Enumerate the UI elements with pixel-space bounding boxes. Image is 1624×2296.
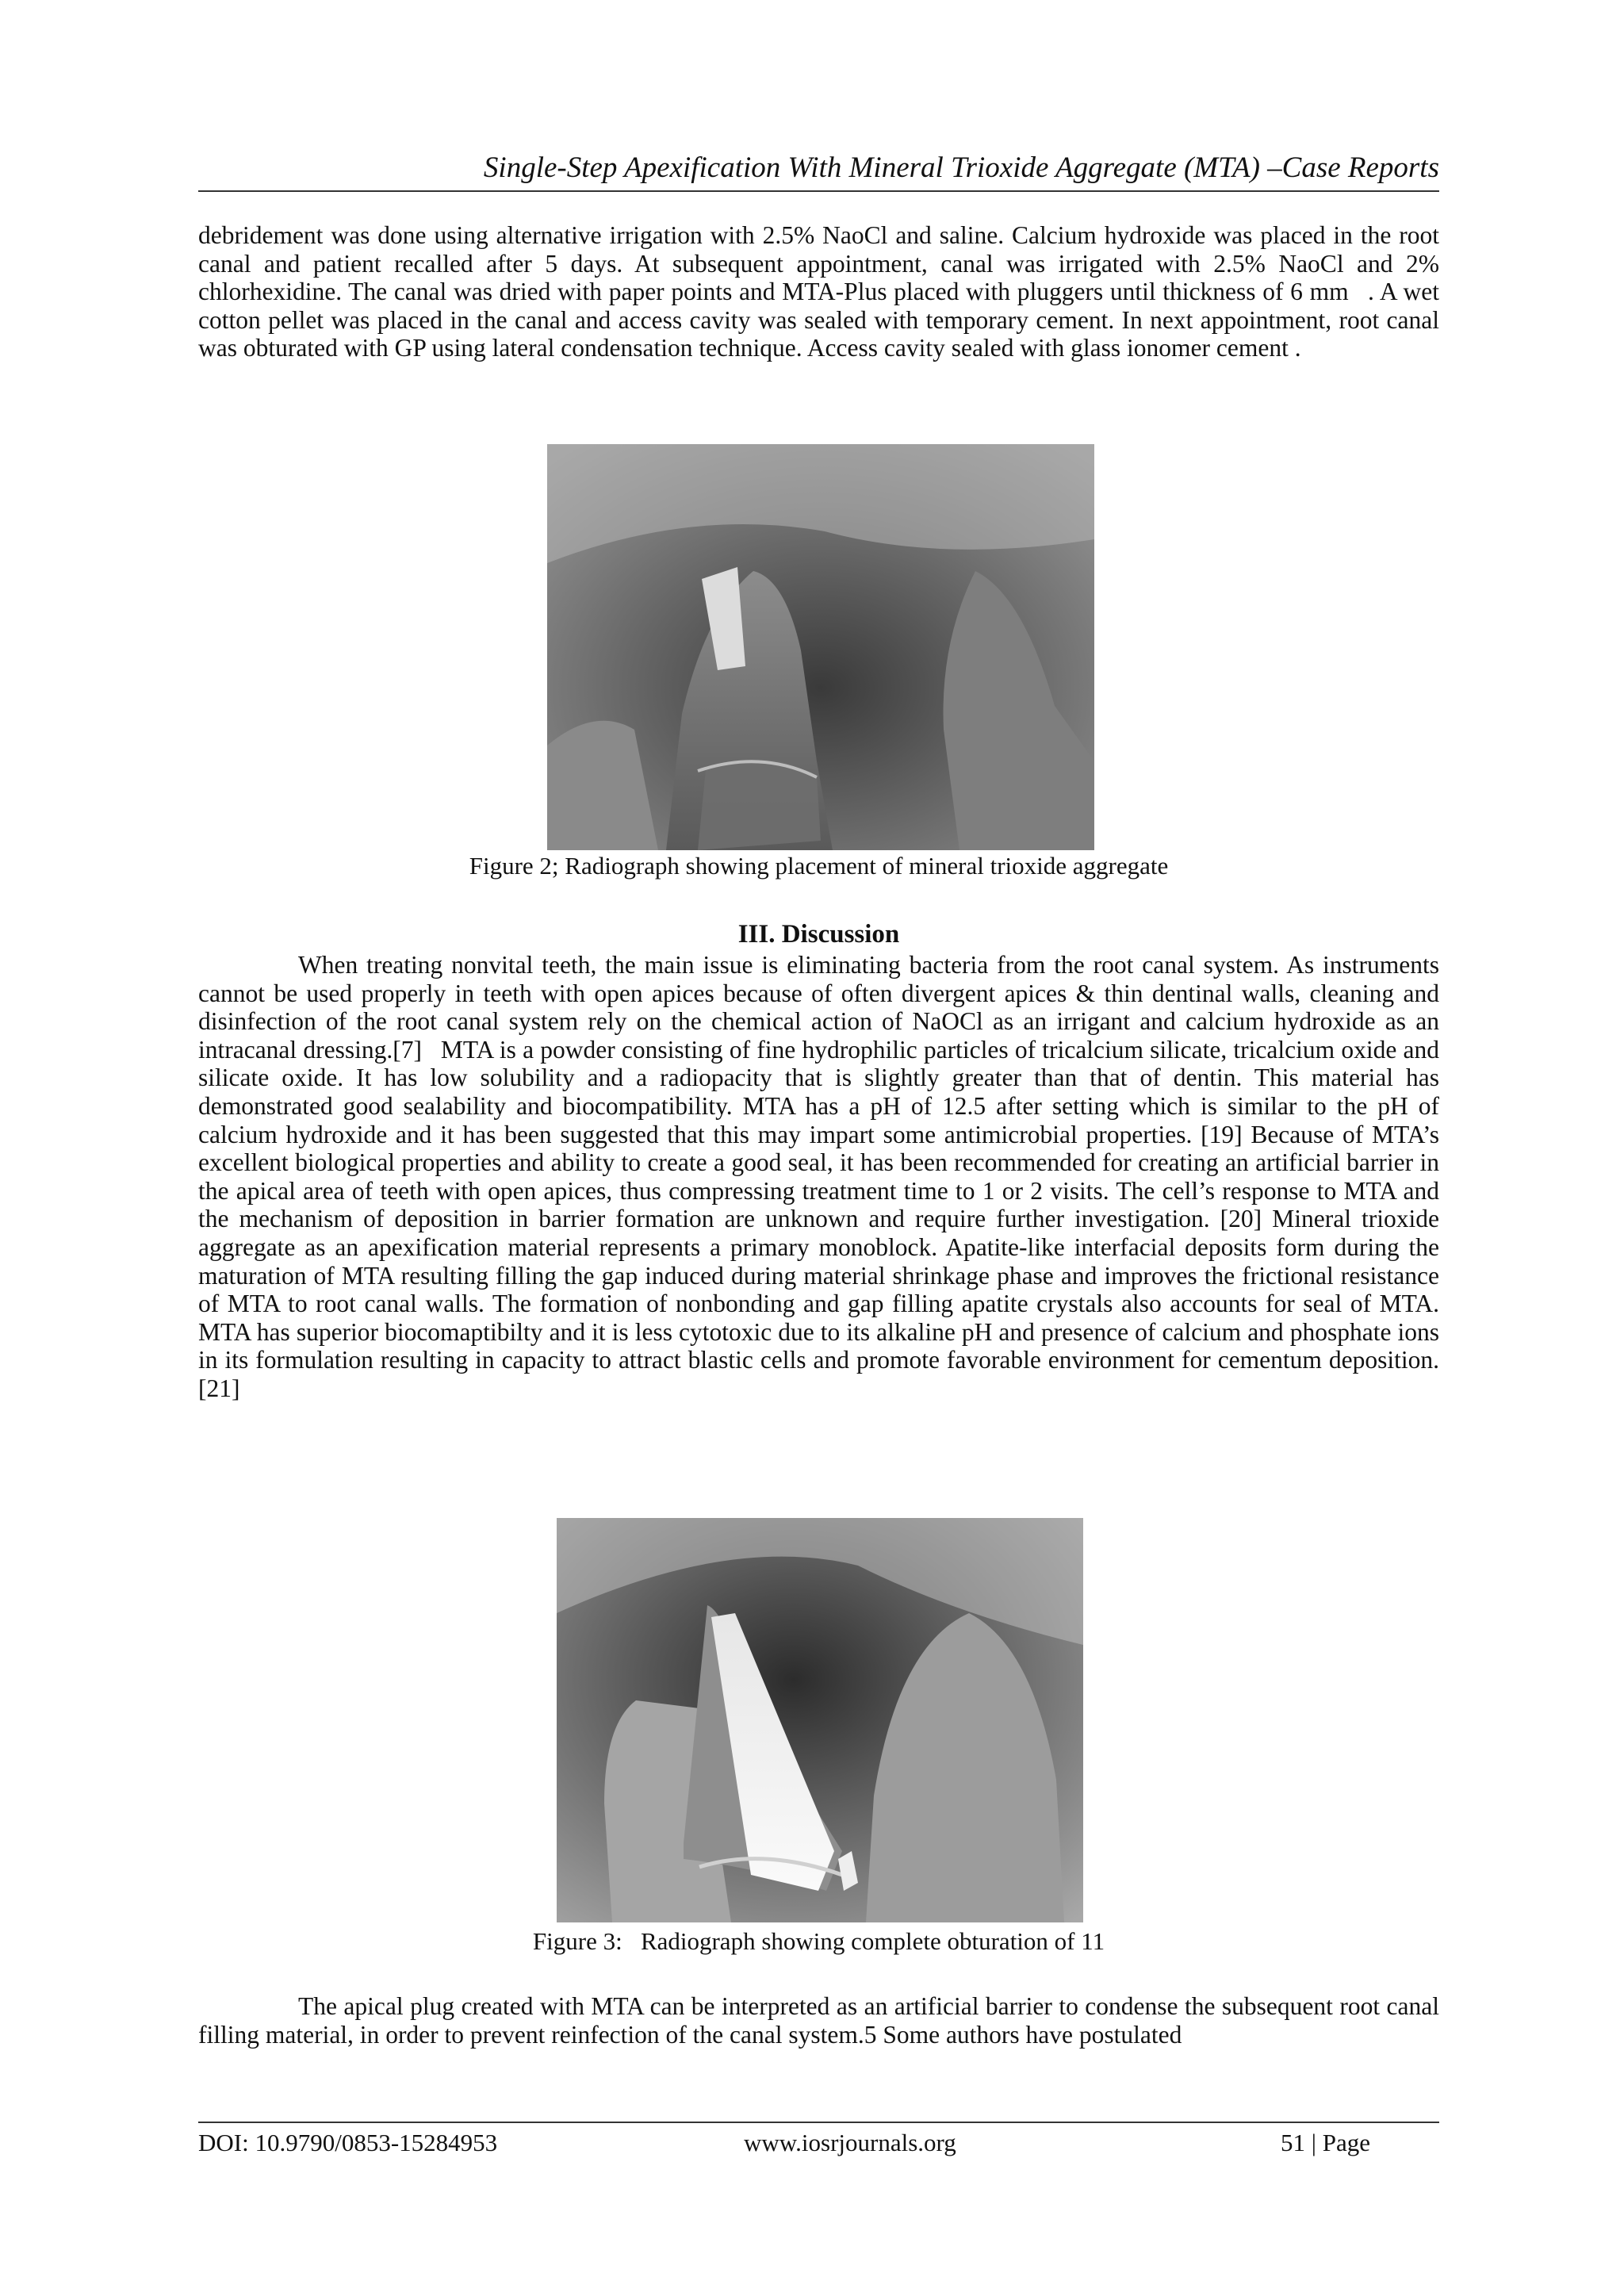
section-heading-discussion: III. Discussion <box>737 920 900 949</box>
paragraph-apical-plug: The apical plug created with MTA can be interpreted as an artificial barrier to condense the subsequent root canal filling material, in order to prevent reinfection of the canal system.5 Some authors have postulated <box>198 1992 1439 2049</box>
figure-3-caption: Figure 3: Radiograph showing complete obturation of 11 <box>532 1927 1105 1955</box>
footer-website: www.iosrjournals.org <box>744 2129 956 2156</box>
running-header-title: Single-Step Apexification With Mineral Trioxide Aggregate (MTA) –Case Reports <box>483 151 1439 184</box>
footer-doi: DOI: 10.9790/0853-15284953 <box>198 2129 498 2156</box>
paragraph-case-continuation: debridement was done using alternative irrigation with 2.5% NaoCl and saline. Calcium hydroxide was placed in the root canal and patient recalled after 5 days. At subsequent appointment, canal was irrigated with 2.5% NaoCl and 2% chlorhexidine. The canal was dried with paper points and MTA-Plus placed with pluggers until thickness of 6 mm . A wet cotton pellet was placed in the canal and access cavity was sealed with temporary cement. In next appointment, root canal was obturated with GP using lateral condensation technique. Access cavity sealed with glass ionomer cement . <box>198 221 1439 362</box>
radiograph-figure-2 <box>547 444 1094 850</box>
header-rule <box>198 190 1439 192</box>
footer-rule <box>198 2122 1439 2123</box>
paragraph-discussion: When treating nonvital teeth, the main issue is eliminating bacteria from the root canal system. As instruments cannot be used properly in teeth with open apices because of often divergent apices & thin dentinal walls, cleaning and disinfection of the root canal system rely on the chemical action of NaOCl as an irrigant and calcium hydroxide as an intracanal dressing.[7] MTA is a powder consisting of fine hydrophilic particles of tricalcium silicate, tricalcium oxide and silicate oxide. It has low solubility and a radiopacity that is slightly greater than that of dentin. This material has demonstrated good sealability and biocompatibility. MTA has a pH of 12.5 after setting which is similar to the pH of calcium hydroxide and it has been suggested that this may impart some antimicrobial properties. [19] Because of MTA’s excellent biological properties and ability to create a good seal, it has been recommended for creating an artificial barrier in the apical area of teeth with open apices, thus compressing treatment time to 1 or 2 visits. The cell’s response to MTA and the mechanism of deposition in barrier formation are unknown and require further investigation. [20] Mineral trioxide aggregate as an apexification material represents a primary monoblock. Apatite-like interfacial deposits form during the maturation of MTA resulting filling the gap induced during material shrinkage phase and improves the frictional resistance of MTA to root canal walls. The formation of nonbonding and gap filling apatite crystals also accounts for seal of MTA. MTA has superior biocomaptibilty and it is less cytotoxic due to its alkaline pH and presence of calcium and phosphate ions in its formulation resulting in capacity to attract blastic cells and promote favorable environment for cementum deposition. [21] <box>198 951 1439 1402</box>
radiograph-figure-3 <box>557 1518 1083 1922</box>
footer-page-number: 51 | Page <box>1281 2129 1370 2156</box>
figure-2-caption: Figure 2; Radiograph showing placement of mineral trioxide aggregate <box>469 852 1169 880</box>
